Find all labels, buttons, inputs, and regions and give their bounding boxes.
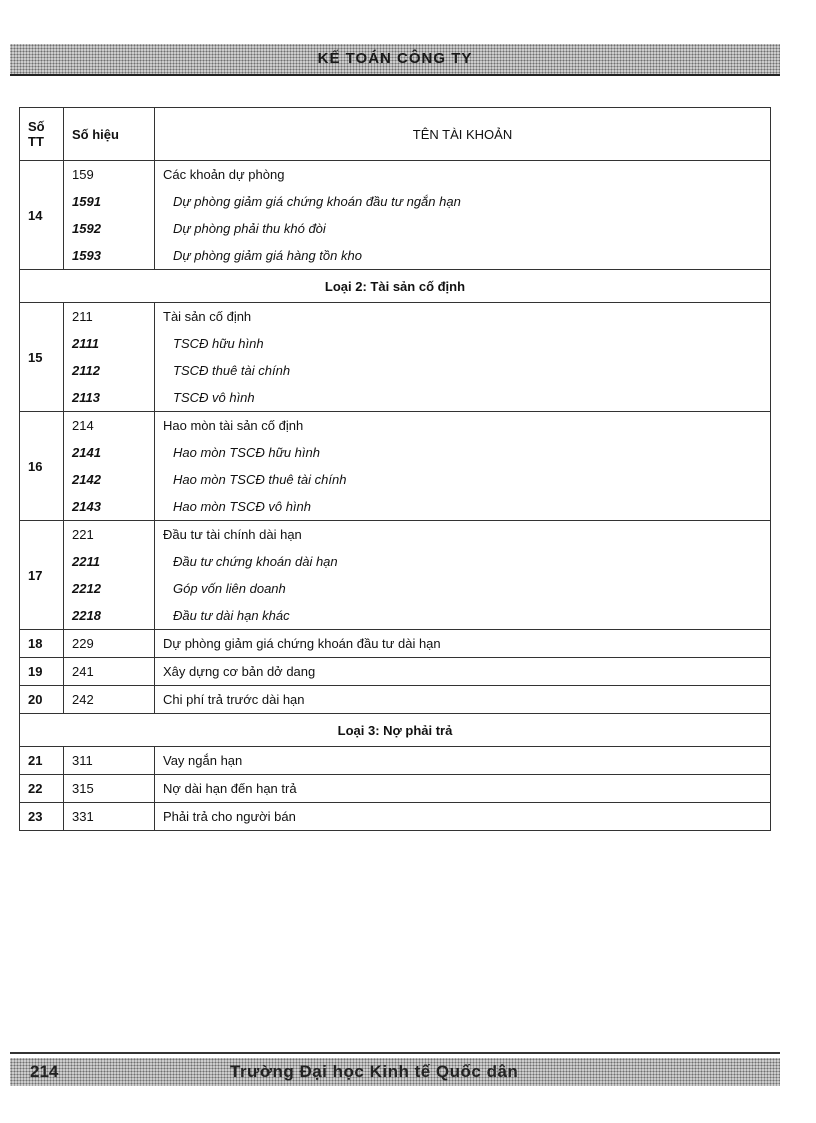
code-cell: 2141 [64,439,155,466]
table-row [20,330,771,357]
code-cell: 1591 [64,188,155,215]
accounts-table [19,107,771,831]
code-cell: 2113 [64,384,155,412]
table-row [20,188,771,215]
name-cell: Góp vốn liên doanh [155,575,771,602]
page-number: 214 [30,1062,59,1081]
name-cell: Hao mòn TSCĐ hữu hình [155,439,771,466]
stt-cell: 20 [20,686,64,714]
name-cell: TSCĐ vô hình [155,384,771,412]
code-cell: 315 [64,775,155,803]
group-row [20,714,771,747]
name-cell: Phải trả cho người bán [155,803,771,831]
table-row [20,548,771,575]
name-cell: Chi phí trả trước dài hạn [155,686,771,714]
code-cell: 214 [64,412,155,440]
table-row [20,466,771,493]
table-row [20,357,771,384]
code-cell: 331 [64,803,155,831]
group-title: Loại 3: Nợ phải trả [20,714,771,747]
table-row [20,575,771,602]
code-cell: 2212 [64,575,155,602]
table-row [20,242,771,270]
footer-band [10,1058,780,1086]
table-row [20,384,771,412]
group-row [20,270,771,303]
name-cell: Hao mòn tài sản cố định [155,412,771,440]
footer-divider [10,1052,780,1054]
header-stt-line2: TT [28,134,44,149]
code-cell: 311 [64,747,155,775]
code-cell: 2111 [64,330,155,357]
header-stt [20,108,64,161]
header-stt-line1: Số [28,119,45,134]
name-cell: Dự phòng giảm giá chứng khoán đầu tư dài hạn [155,630,771,658]
code-cell: 2142 [64,466,155,493]
table-row [20,303,771,331]
header-name: TÊN TÀI KHOẢN [155,108,771,161]
code-cell: 1592 [64,215,155,242]
table-row [20,521,771,549]
table-row [20,493,771,521]
code-cell: 242 [64,686,155,714]
table-row [20,747,771,775]
code-cell: 2211 [64,548,155,575]
code-cell: 2218 [64,602,155,630]
group-title: Loại 2: Tài sản cố định [20,270,771,303]
table-row [20,686,771,714]
name-cell: Hao mòn TSCĐ vô hình [155,493,771,521]
table-row [20,803,771,831]
header-code: Số hiệu [64,108,155,161]
code-cell: 211 [64,303,155,331]
stt-cell: 22 [20,775,64,803]
table-row [20,215,771,242]
stt-cell: 16 [20,412,64,521]
name-cell: Xây dựng cơ bản dở dang [155,658,771,686]
code-cell: 229 [64,630,155,658]
name-cell: Đầu tư chứng khoán dài hạn [155,548,771,575]
stt-cell: 14 [20,161,64,270]
stt-cell: 21 [20,747,64,775]
code-cell: 159 [64,161,155,189]
table-row [20,161,771,189]
code-cell: 241 [64,658,155,686]
code-cell: 221 [64,521,155,549]
name-cell: Các khoản dự phòng [155,161,771,189]
code-cell: 1593 [64,242,155,270]
header-band [10,44,780,76]
name-cell: TSCĐ hữu hình [155,330,771,357]
name-cell: Dự phòng giảm giá chứng khoán đầu tư ngắn hạn [155,188,771,215]
name-cell: Hao mòn TSCĐ thuê tài chính [155,466,771,493]
table-row [20,658,771,686]
table-row [20,439,771,466]
name-cell: Tài sản cố định [155,303,771,331]
name-cell: Dự phòng giảm giá hàng tồn kho [155,242,771,270]
name-cell: Dự phòng phải thu khó đòi [155,215,771,242]
code-cell: 2112 [64,357,155,384]
table-header-row [20,108,771,161]
name-cell: Nợ dài hạn đến hạn trả [155,775,771,803]
name-cell: Vay ngắn hạn [155,747,771,775]
stt-cell: 19 [20,658,64,686]
table-row [20,775,771,803]
name-cell: TSCĐ thuê tài chính [155,357,771,384]
table-row [20,630,771,658]
name-cell: Đầu tư tài chính dài hạn [155,521,771,549]
table-row [20,412,771,440]
stt-cell: 17 [20,521,64,630]
stt-cell: 15 [20,303,64,412]
header-title: KẾ TOÁN CÔNG TY [317,50,473,67]
code-cell: 2143 [64,493,155,521]
stt-cell: 23 [20,803,64,831]
table-row [20,602,771,630]
footer-title: Trường Đại học Kinh tế Quốc dân [230,1062,519,1081]
name-cell: Đầu tư dài hạn khác [155,602,771,630]
stt-cell: 18 [20,630,64,658]
